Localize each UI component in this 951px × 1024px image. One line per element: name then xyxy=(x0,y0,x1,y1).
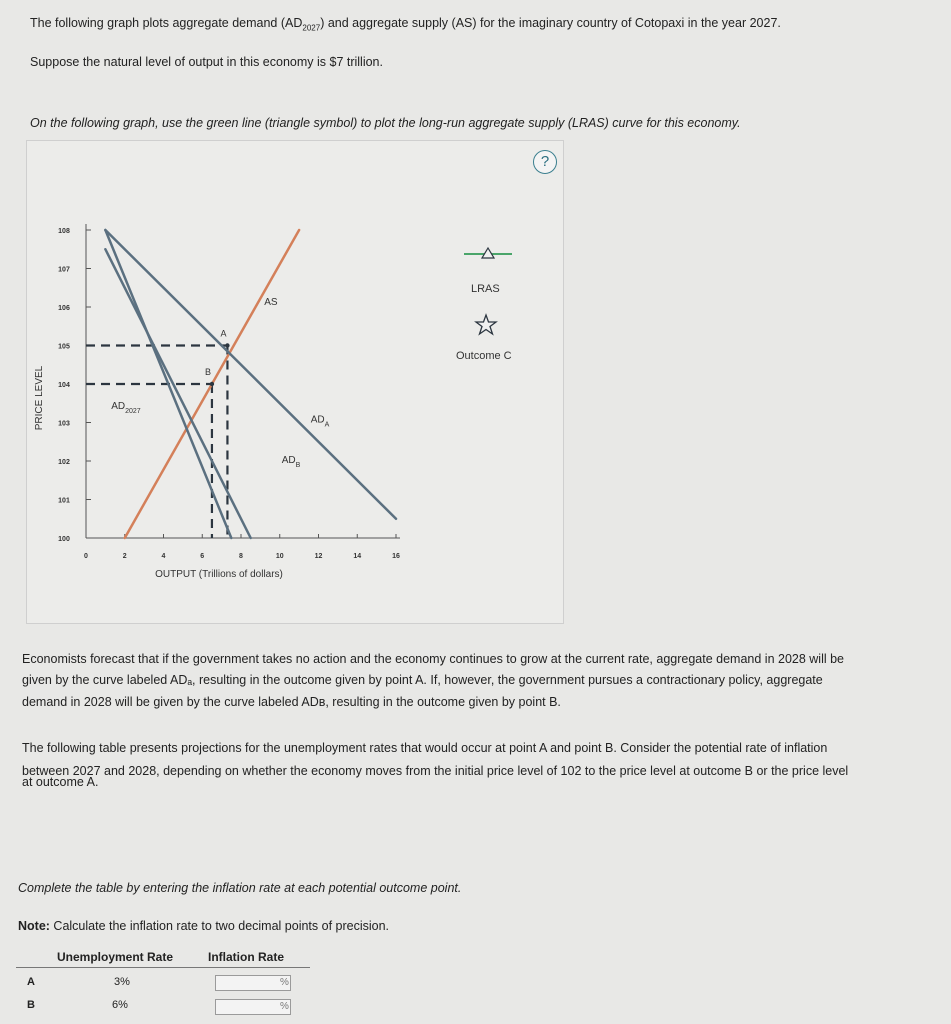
x-tick-label: 16 xyxy=(392,553,400,560)
y-tick-label: 106 xyxy=(58,305,70,312)
point-label-a: A xyxy=(220,328,227,339)
graph-instruction: On the following graph, use the green line (triangle symbol) to plot the long-run aggregate supply (LRAS) curve for this economy. xyxy=(30,116,741,130)
x-tick-label: 12 xyxy=(314,553,323,560)
x-tick-label: 6 xyxy=(200,553,205,560)
row-b-label: B xyxy=(27,999,35,1011)
header-inflation: Inflation Rate xyxy=(208,950,285,964)
header-unemployment: Unemployment Rate xyxy=(57,950,174,964)
intro-line-2: Suppose the natural level of output in this economy is $7 trillion. xyxy=(30,55,383,69)
y-tick-label: 101 xyxy=(58,497,70,505)
x-tick-label: 8 xyxy=(239,553,243,560)
row-b-unemployment: 6% xyxy=(112,999,128,1011)
table-intro-line-3: at outcome A. xyxy=(22,775,99,789)
x-axis-title: OUTPUT (Trillions of dollars) xyxy=(155,569,283,580)
ad2027-curve-label-main: AD xyxy=(111,401,126,413)
curve-adb xyxy=(105,249,250,538)
adb-curve-label xyxy=(282,455,301,469)
row-a-percent: % xyxy=(280,977,289,988)
row-a-unemployment: 3% xyxy=(114,976,130,988)
y-tick-label: 100 xyxy=(58,536,70,543)
y-tick-label: 104 xyxy=(58,382,70,389)
row-a-label: A xyxy=(27,976,35,988)
intro-line-1-sub: 2027 xyxy=(302,23,321,33)
as-curve-label: AS xyxy=(264,297,278,309)
table-header-divider xyxy=(16,967,310,968)
y-tick-label: 107 xyxy=(58,266,70,274)
forecast-line-2: given by the curve labeled ADₐ, resulting in the outcome given by point A. If, however, the government pursues a contractionary policy, aggregate xyxy=(22,673,823,687)
y-tick-label: 108 xyxy=(58,228,70,235)
y-axis-title: PRICE LEVEL xyxy=(34,365,45,431)
adb-curve-label-sub: B xyxy=(295,461,301,469)
adb-curve-label-main: AD xyxy=(281,454,296,466)
table-intro-line-2: between 2027 and 2028, depending on whether the economy moves from the initial price level of 102 to the price level at outcome B or the price level xyxy=(22,764,849,778)
x-tick-label: 14 xyxy=(353,553,362,560)
table-intro-line-1: The following table presents projections for the unemployment rates that would occur at point A and point B. Consider the potential rate of inflation xyxy=(22,741,828,755)
x-tick-label: 2 xyxy=(122,553,127,560)
x-tick-label: 4 xyxy=(161,553,166,560)
point-label-b: B xyxy=(204,367,211,377)
ada-curve-label-sub: A xyxy=(324,421,330,429)
outcome-c-tool-label: Outcome C xyxy=(456,350,512,362)
note xyxy=(18,918,389,934)
y-tick-label: 102 xyxy=(58,459,70,466)
ada-curve-label-main: AD xyxy=(310,414,325,426)
x-tick-label: 0 xyxy=(84,553,88,560)
forecast-line-3: demand in 2028 will be given by the curve labeled ADʙ, resulting in the outcome given by point B. xyxy=(22,695,561,709)
ad-as-chart[interactable] xyxy=(26,140,562,622)
intro-line-1 xyxy=(30,15,781,37)
ad2027-curve-label-sub: 2027 xyxy=(125,408,141,416)
intro-line-1-end: ) and aggregate supply (AS) for the imaginary country of Cotopaxi in the year 2027. xyxy=(320,16,781,30)
x-tick-label: 10 xyxy=(275,553,284,560)
note-text: Calculate the inflation rate to two decimal points of precision. xyxy=(49,919,390,933)
outcome-c-tool-icon[interactable] xyxy=(474,313,498,337)
note-label: Note: xyxy=(18,919,50,933)
point-marker-b xyxy=(210,382,214,386)
y-tick-label: 103 xyxy=(58,420,70,428)
complete-instruction: Complete the table by entering the inflation rate at each potential outcome point. xyxy=(18,881,462,895)
intro-line-1-start: The following graph plots aggregate demand (AD xyxy=(30,16,303,30)
ada-curve-label xyxy=(311,415,330,429)
curve-ada xyxy=(105,230,396,519)
forecast-line-1: Economists forecast that if the government takes no action and the economy continues to grow at the current rate, aggregate demand in 2028 will be xyxy=(22,652,845,666)
y-tick-label: 105 xyxy=(58,343,70,351)
row-b-percent: % xyxy=(280,1001,289,1012)
point-marker-a xyxy=(225,343,229,347)
ad2027-curve-label xyxy=(111,401,141,415)
lras-tool-icon[interactable] xyxy=(462,244,514,264)
help-icon[interactable]: ? xyxy=(533,150,557,174)
lras-tool-label: LRAS xyxy=(471,283,500,295)
